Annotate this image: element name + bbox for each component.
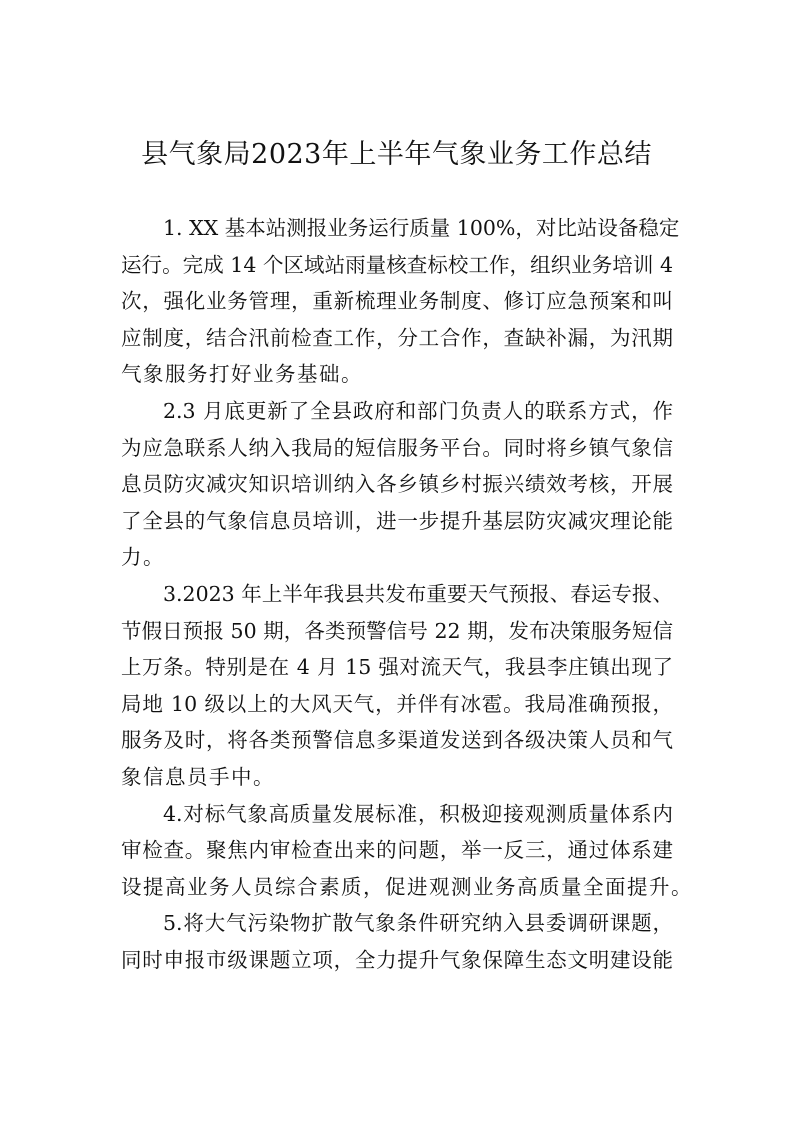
text-line: 次，强化业务管理，重新梳理业务制度、修订应急预案和叫 xyxy=(121,289,673,314)
text-line: 为应急联系人纳入我局的短信服务平台。同时将乡镇气象信 xyxy=(121,435,673,460)
paragraph xyxy=(121,796,693,906)
paragraph xyxy=(121,905,673,978)
text-line: 5.将大气污染物扩散气象条件研究纳入县委调研课题， xyxy=(163,911,673,936)
paragraph xyxy=(121,393,673,576)
paragraph xyxy=(121,576,673,796)
text-line: 气象服务打好业务基础。 xyxy=(121,362,363,387)
text-line: 象信息员手中。 xyxy=(121,764,275,789)
text-line: 息员防灾减灾知识培训纳入各乡镇乡村振兴绩效考核，开展 xyxy=(121,472,673,497)
document-title: 县气象局2023年上半年气象业务工作总结 xyxy=(141,139,652,170)
text-line: 力。 xyxy=(121,545,165,570)
text-line: 4.对标气象高质量发展标准，积极迎接观测质量体系内 xyxy=(163,801,673,826)
text-line: 服务及时，将各类预警信息多渠道发送到各级决策人员和气 xyxy=(121,728,673,753)
paragraph xyxy=(121,210,680,393)
text-line: 运行。完成 14 个区域站雨量核查标校工作，组织业务培训 4 xyxy=(121,252,673,277)
text-line: 同时申报市级课题立项，全力提升气象保障生态文明建设能 xyxy=(121,947,673,972)
text-line: 应制度，结合汛前检查工作，分工合作，查缺补漏，为汛期 xyxy=(121,325,673,350)
text-line: 1. XX 基本站测报业务运行质量 100%，对比站设备稳定 xyxy=(163,216,680,240)
text-line: 设提高业务人员综合素质，促进观测业务高质量全面提升。 xyxy=(121,874,693,899)
document-body xyxy=(121,210,693,978)
text-line: 3.2023 年上半年我县共发布重要天气预报、春运专报、 xyxy=(163,581,673,606)
text-line: 了全县的气象信息员培训，进一步提升基层防灾减灾理论能 xyxy=(121,508,673,533)
text-line: 审检查。聚焦内审检查出来的问题，举一反三，通过体系建 xyxy=(121,838,673,863)
text-line: 局地 10 级以上的大风天气，并伴有冰雹。我局准确预报， xyxy=(121,691,673,716)
text-line: 节假日预报 50 期，各类预警信号 22 期，发布决策服务短信 xyxy=(121,618,673,643)
text-line: 2.3 月底更新了全县政府和部门负责人的联系方式，作 xyxy=(163,398,673,423)
text-line: 上万条。特别是在 4 月 15 强对流天气，我县李庄镇出现了 xyxy=(121,655,673,680)
